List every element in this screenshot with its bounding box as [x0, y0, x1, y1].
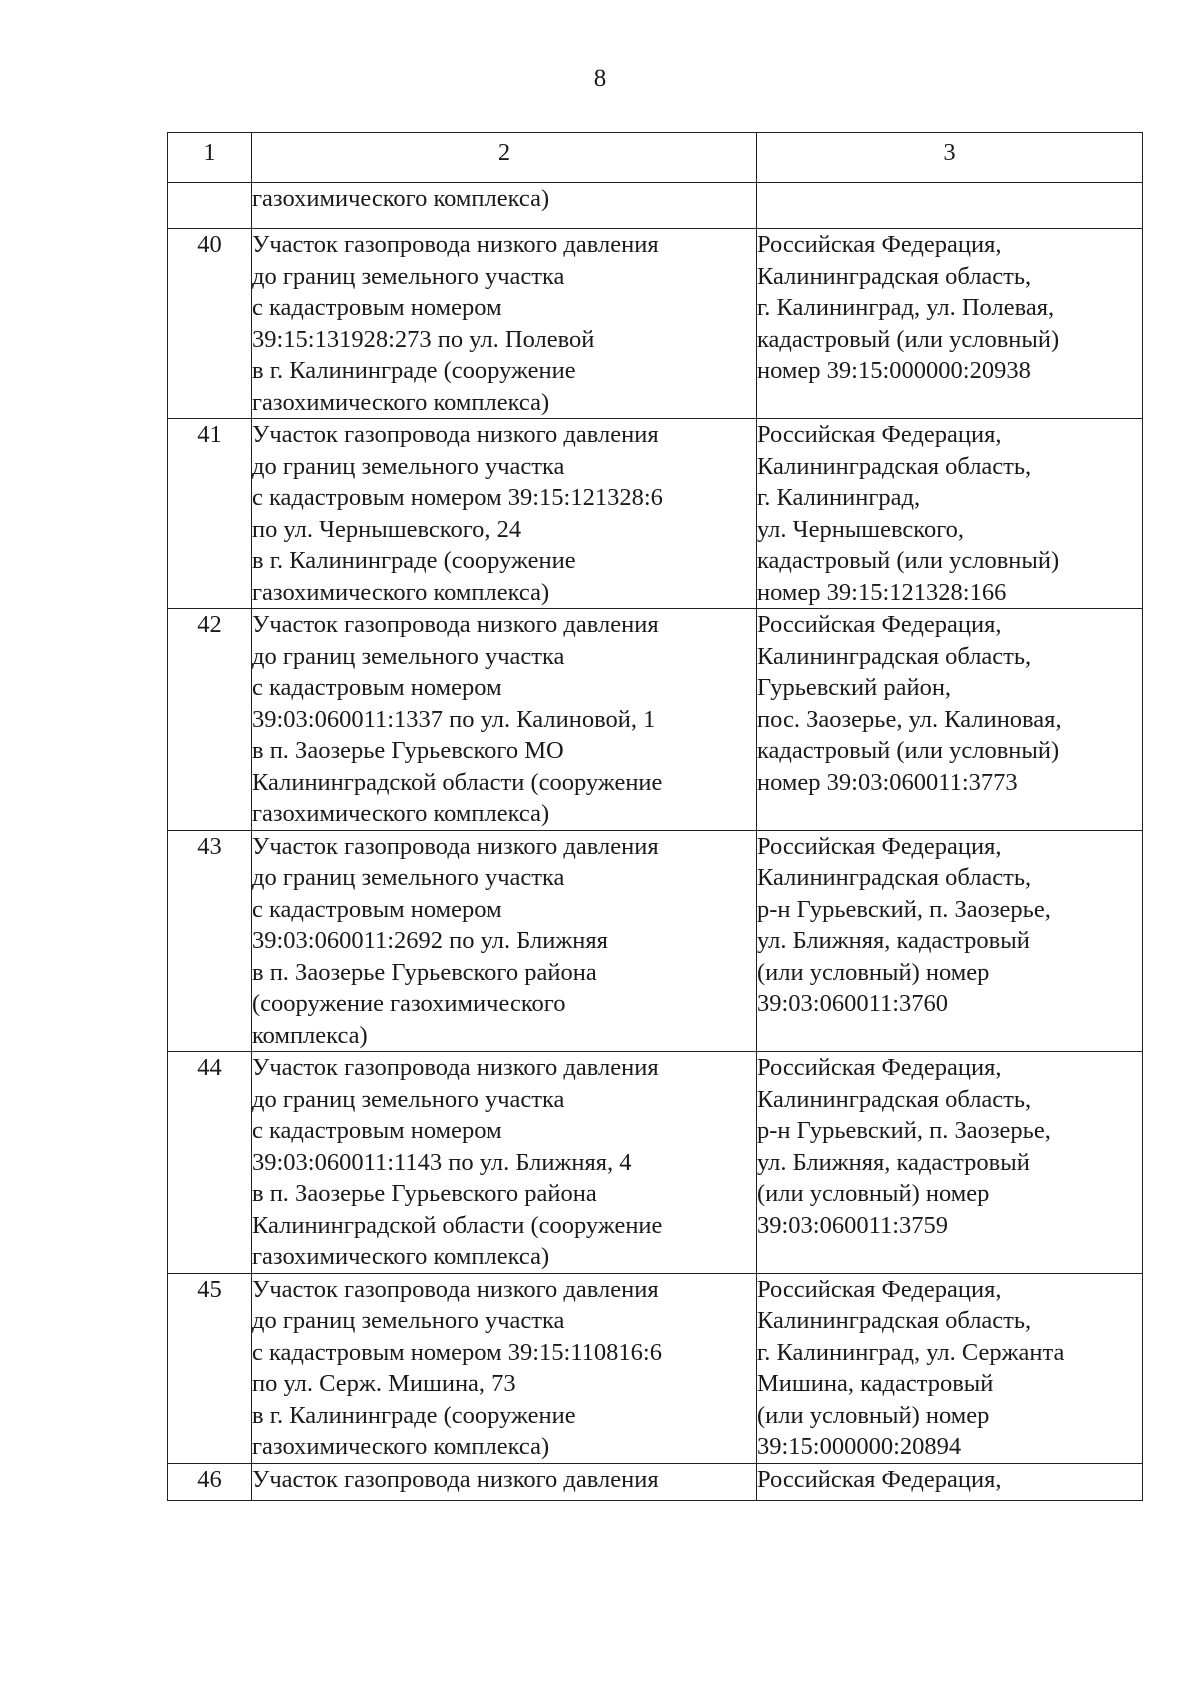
address-line: 39:03:060011:3760 [757, 990, 949, 1017]
address-line: Калининградская область, [757, 1307, 1032, 1334]
address-cell [757, 229, 1143, 419]
object-description-line: до границ земельного участка [252, 262, 565, 290]
row-number-cell [168, 1052, 252, 1274]
object-description-cell [252, 1463, 757, 1500]
object-description-line: 39:15:131928:273 по ул. Полевой [252, 325, 595, 353]
address-line: кадастровый (или условный) [757, 325, 1060, 353]
object-description-line: в г. Калининграде (сооружение [252, 1401, 576, 1429]
object-description-line: (сооружение газохимического [252, 990, 566, 1017]
address-line: кадастровый (или условный) [757, 737, 1060, 764]
object-description-line: в п. Заозерье Гурьевского района [252, 1180, 597, 1207]
object-description-line: Участок газопровода низкого давления [252, 421, 659, 448]
address-line: кадастровый (или условный) [757, 547, 1060, 574]
object-description-line: газохимического комплекса) [252, 800, 550, 827]
row-number-cell [168, 609, 252, 831]
object-description-line: Участок газопровода низкого давления [252, 1465, 659, 1493]
table-row [168, 1052, 1143, 1274]
object-description-cell [252, 183, 757, 229]
table-row [168, 1273, 1143, 1463]
object-description-line: с кадастровым номером [252, 895, 502, 923]
object-description-line: Калининградской области (сооружение [252, 1211, 663, 1239]
address-line: Калининградская область, [757, 1085, 1032, 1113]
address-line: ул. Чернышевского, [757, 515, 965, 543]
row-number-cell [168, 229, 252, 419]
object-description-line: по ул. Чернышевского, 24 [252, 515, 522, 543]
address-line: Калининградская область, [757, 864, 1032, 891]
address-line: (или условный) номер [757, 958, 990, 986]
row-number-cell [168, 1273, 252, 1463]
object-description-line: газохимического комплекса) [252, 1433, 550, 1460]
object-description-line: 39:03:060011:1143 по ул. Ближняя, 4 [252, 1148, 632, 1176]
object-description-cell [252, 419, 757, 609]
object-description-line: газохимического комплекса) [252, 388, 550, 416]
object-description-line: Участок газопровода низкого давления [252, 1054, 659, 1081]
address-line: 39:15:000000:20894 [757, 1433, 962, 1460]
header-col-number: 1 [168, 133, 252, 183]
address-line: Российская Федерация, [757, 1054, 1002, 1081]
address-line: (или условный) номер [757, 1401, 990, 1429]
address-line: 39:03:060011:3759 [757, 1211, 949, 1239]
row-number: 46 [197, 1465, 222, 1493]
address-line: (или условный) номер [757, 1180, 990, 1207]
row-number: 40 [197, 231, 222, 258]
address-line: Мишина, кадастровый [757, 1370, 994, 1397]
address-cell [757, 419, 1143, 609]
object-description-line: 39:03:060011:2692 по ул. Ближняя [252, 927, 608, 954]
object-description-line: до границ земельного участка [252, 1307, 565, 1334]
object-description-cell [252, 1052, 757, 1274]
address-line: г. Калининград, ул. Полевая, [757, 294, 1055, 321]
table-row [168, 1463, 1143, 1500]
object-description-line: в г. Калининграде (сооружение [252, 357, 576, 384]
address-line: Калининградская область, [757, 262, 1032, 290]
address-cell [757, 183, 1143, 229]
object-description-line: до границ земельного участка [252, 642, 565, 670]
header-col-address: 3 [757, 133, 1143, 183]
address-cell [757, 830, 1143, 1052]
address-cell [757, 609, 1143, 831]
row-number-cell [168, 183, 252, 229]
address-line: Российская Федерация, [757, 611, 1002, 638]
row-number: 44 [197, 1054, 222, 1081]
row-number: 45 [197, 1275, 222, 1303]
address-line: г. Калининград, ул. Сержанта [757, 1338, 1065, 1366]
address-line: р-н Гурьевский, п. Заозерье, [757, 1117, 1051, 1144]
address-line: Калининградская область, [757, 452, 1032, 480]
address-line: Российская Федерация, [757, 1465, 1002, 1493]
address-line: г. Калининград, [757, 484, 921, 511]
address-line: пос. Заозерье, ул. Калиновая, [757, 705, 1062, 733]
object-description-cell [252, 229, 757, 419]
address-line: Российская Федерация, [757, 421, 1002, 448]
table-header-row [168, 133, 1143, 183]
table-row [168, 229, 1143, 419]
header-col-object: 2 [252, 133, 757, 183]
registry-table [167, 132, 1143, 1501]
row-number-cell [168, 830, 252, 1052]
address-line: номер 39:15:000000:20938 [757, 357, 1031, 384]
object-description-cell [252, 830, 757, 1052]
address-cell [757, 1273, 1143, 1463]
row-number-cell [168, 1463, 252, 1500]
object-description-line: комплекса) [252, 1021, 368, 1049]
address-line: Российская Федерация, [757, 832, 1002, 860]
table-row [168, 609, 1143, 831]
address-line: Российская Федерация, [757, 231, 1002, 258]
address-cell [757, 1052, 1143, 1274]
page-number: 8 [593, 65, 607, 92]
object-description-line: по ул. Серж. Мишина, 73 [252, 1370, 516, 1397]
object-description-line: в п. Заозерье Гурьевского МО [252, 737, 564, 764]
object-description-line: с кадастровым номером 39:15:121328:6 [252, 484, 663, 511]
row-number: 42 [197, 611, 222, 638]
address-line: Калининградская область, [757, 642, 1032, 670]
address-line: р-н Гурьевский, п. Заозерье, [757, 895, 1051, 923]
object-description-line: газохимического комплекса) [252, 578, 550, 606]
object-description-line: в г. Калининграде (сооружение [252, 547, 576, 574]
object-description-line: до границ земельного участка [252, 864, 565, 891]
object-description-line: Участок газопровода низкого давления [252, 611, 659, 638]
address-line: Российская Федерация, [757, 1275, 1002, 1303]
row-number-cell [168, 419, 252, 609]
object-description-line: 39:03:060011:1337 по ул. Калиновой, 1 [252, 705, 656, 733]
address-cell [757, 1463, 1143, 1500]
object-description-line: с кадастровым номером [252, 294, 502, 321]
row-number: 41 [197, 421, 222, 448]
object-description-line: в п. Заозерье Гурьевского района [252, 958, 597, 986]
address-line: ул. Ближняя, кадастровый [757, 927, 1030, 954]
object-description-line: до границ земельного участка [252, 452, 565, 480]
object-description-line: с кадастровым номером [252, 1117, 502, 1144]
object-description-line: Участок газопровода низкого давления [252, 1275, 659, 1303]
object-description-line: с кадастровым номером 39:15:110816:6 [252, 1338, 662, 1366]
table-row [168, 183, 1143, 229]
object-description-line: Участок газопровода низкого давления [252, 231, 659, 258]
object-description-line: до границ земельного участка [252, 1085, 565, 1113]
address-line: номер 39:03:060011:3773 [757, 768, 1018, 796]
object-description-line: газохимического комплекса) [252, 185, 550, 212]
object-description-line: Калининградской области (сооружение [252, 768, 663, 796]
object-description-line: газохимического комплекса) [252, 1243, 550, 1270]
address-line: Гурьевский район, [757, 674, 952, 701]
address-line: номер 39:15:121328:166 [757, 578, 1007, 606]
table-row [168, 419, 1143, 609]
object-description-line: с кадастровым номером [252, 674, 502, 701]
address-line: ул. Ближняя, кадастровый [757, 1148, 1030, 1176]
object-description-cell [252, 609, 757, 831]
object-description-cell [252, 1273, 757, 1463]
row-number: 43 [197, 832, 222, 860]
table-row [168, 830, 1143, 1052]
object-description-line: Участок газопровода низкого давления [252, 832, 659, 860]
